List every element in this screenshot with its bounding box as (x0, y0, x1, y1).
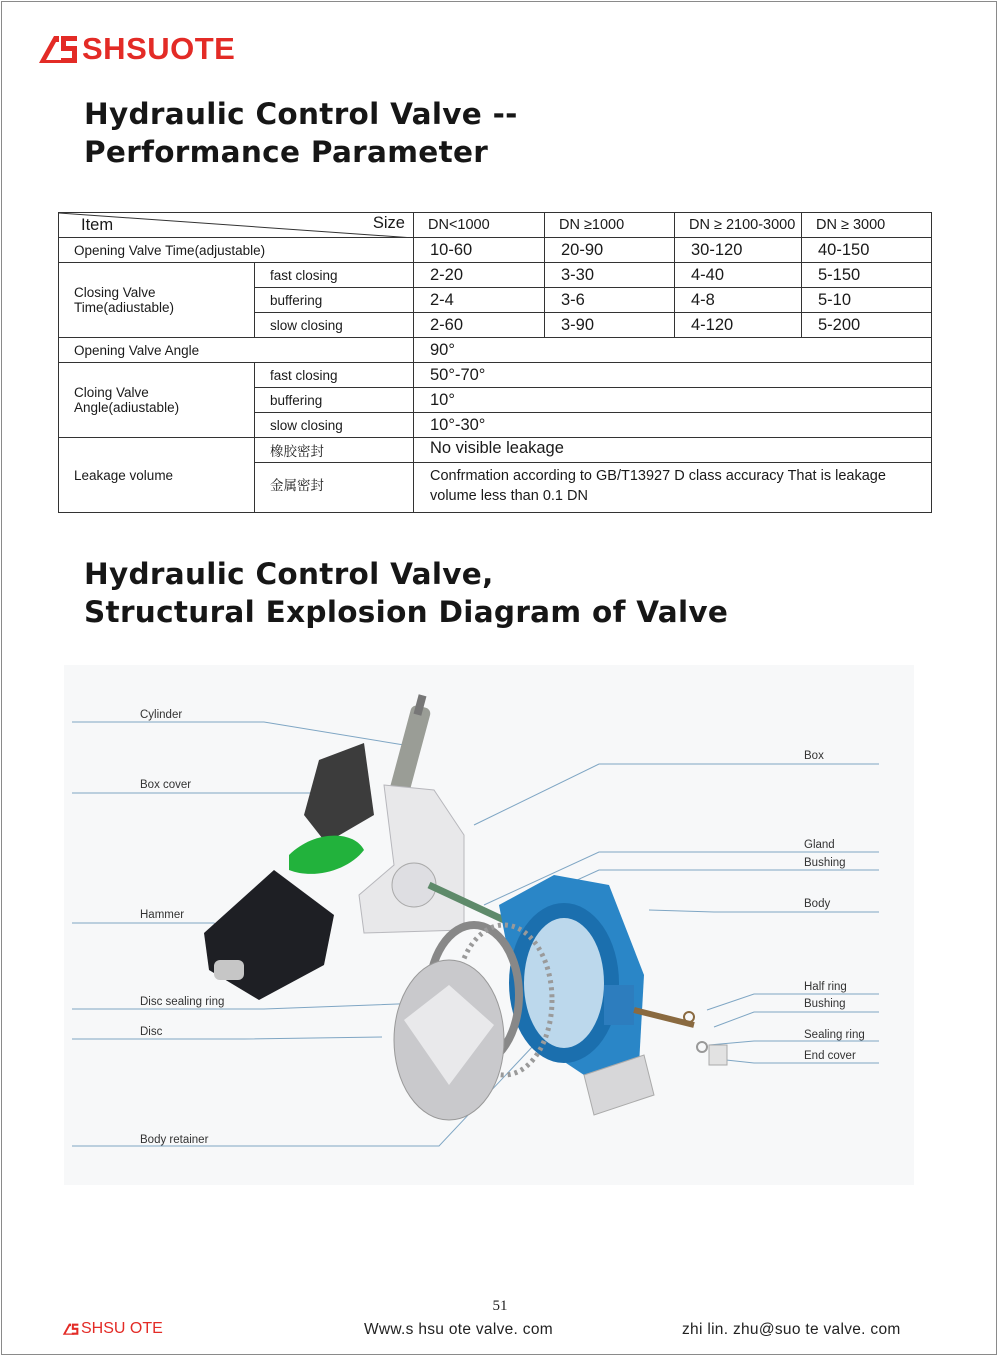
explosion-diagram (64, 665, 914, 1185)
title-line-1: Hydraulic Control Valve -- (84, 97, 518, 131)
row-label: Cloing Valve Angle(adiustable) (59, 363, 255, 438)
cell-value: 10°-30° (414, 413, 932, 438)
label-end-cover: End cover (804, 1050, 856, 1062)
label-sealing-ring: Sealing ring (804, 1029, 865, 1041)
sub-label: slow closing (255, 413, 414, 438)
col-header: DN<1000 (414, 213, 545, 238)
row-label: Closing Valve Time(adiustable) (59, 263, 255, 338)
section-title-diagram (84, 555, 728, 631)
sub-label: 金属密封 (255, 463, 414, 513)
section-title-performance (84, 95, 518, 171)
cell-value: 3-90 (545, 313, 675, 338)
row-label: Leakage volume (59, 438, 255, 513)
table-row (59, 338, 932, 363)
sub-label: 橡胶密封 (255, 438, 414, 463)
label-bushing-2: Bushing (804, 998, 846, 1010)
brand-mark-icon (37, 33, 81, 65)
footer-email[interactable]: zhi lin. zhu@suo te valve. com (682, 1321, 901, 1338)
cell-value: 50°-70° (414, 363, 932, 388)
title-line-1: Hydraulic Control Valve, (84, 557, 494, 591)
sub-label: fast closing (255, 263, 414, 288)
brand-logo (37, 32, 235, 66)
label-body: Body (804, 898, 831, 910)
box-part (359, 785, 464, 933)
cell-value: 5-10 (802, 288, 932, 313)
title-line-2: Structural Explosion Diagram of Valve (84, 595, 729, 629)
sub-label: slow closing (255, 313, 414, 338)
table-row (59, 263, 932, 288)
footer-website[interactable]: Www.s hsu ote valve. com (364, 1321, 553, 1338)
cell-value: 30-120 (675, 238, 802, 263)
brand-name: SHSUOTE (82, 31, 236, 66)
cell-value: 4-8 (675, 288, 802, 313)
sub-label: fast closing (255, 363, 414, 388)
table-row (59, 238, 932, 263)
disc-part (394, 960, 504, 1120)
table-row (59, 438, 932, 463)
brand-mark-icon (62, 1322, 80, 1336)
footer-brand-name: SHSU OTE (81, 1320, 163, 1337)
label-box-cover: Box cover (140, 779, 192, 791)
cell-value: 3-30 (545, 263, 675, 288)
end-cover-part (709, 1045, 727, 1065)
footer-brand-logo (62, 1320, 163, 1338)
cell-value: 2-4 (414, 288, 545, 313)
item-size-header (59, 213, 414, 238)
cell-value: 4-120 (675, 313, 802, 338)
cell-value: 10° (414, 388, 932, 413)
label-hammer: Hammer (140, 909, 185, 921)
cell-value: 5-150 (802, 263, 932, 288)
col-header: DN ≥ 2100-3000 (675, 213, 802, 238)
label-cylinder: Cylinder (140, 709, 183, 721)
box-cover-part (304, 743, 374, 843)
hammer-part (204, 870, 334, 1000)
cell-value: 20-90 (545, 238, 675, 263)
cell-value: 3-6 (545, 288, 675, 313)
title-line-2: Performance Parameter (84, 135, 489, 169)
label-bushing: Bushing (804, 857, 846, 869)
cell-value: 40-150 (802, 238, 932, 263)
row-label: Opening Valve Angle (59, 338, 414, 363)
cell-value: 5-200 (802, 313, 932, 338)
label-gland: Gland (804, 839, 835, 851)
col-header: DN ≥1000 (545, 213, 675, 238)
cell-value: 2-20 (414, 263, 545, 288)
cell-value: 90° (414, 338, 932, 363)
cell-value: 4-40 (675, 263, 802, 288)
cell-value: Confrmation according to GB/T13927 D class accuracy That is leakage volume less than 0.1 DN (414, 463, 932, 513)
row-label: Opening Valve Time(adjustable) (59, 238, 414, 263)
size-header: Size (372, 214, 405, 232)
table-header-row (59, 213, 932, 238)
label-half-ring: Half ring (804, 981, 847, 993)
label-disc-sealing-ring: Disc sealing ring (140, 996, 225, 1008)
col-header: DN ≥ 3000 (802, 213, 932, 238)
page-number: 51 (492, 1298, 508, 1314)
performance-table (58, 212, 932, 513)
linkage-part (289, 836, 364, 874)
label-body-retainer: Body retainer (140, 1134, 209, 1146)
sub-label: buffering (255, 288, 414, 313)
label-box: Box (804, 750, 824, 762)
cell-value: 2-60 (414, 313, 545, 338)
cell-value: No visible leakage (414, 438, 932, 463)
cell-value: 10-60 (414, 238, 545, 263)
sub-label: buffering (255, 388, 414, 413)
explosion-diagram-illustration (64, 665, 914, 1185)
label-disc: Disc (140, 1026, 163, 1038)
table-row (59, 363, 932, 388)
item-header: Item (81, 216, 114, 234)
